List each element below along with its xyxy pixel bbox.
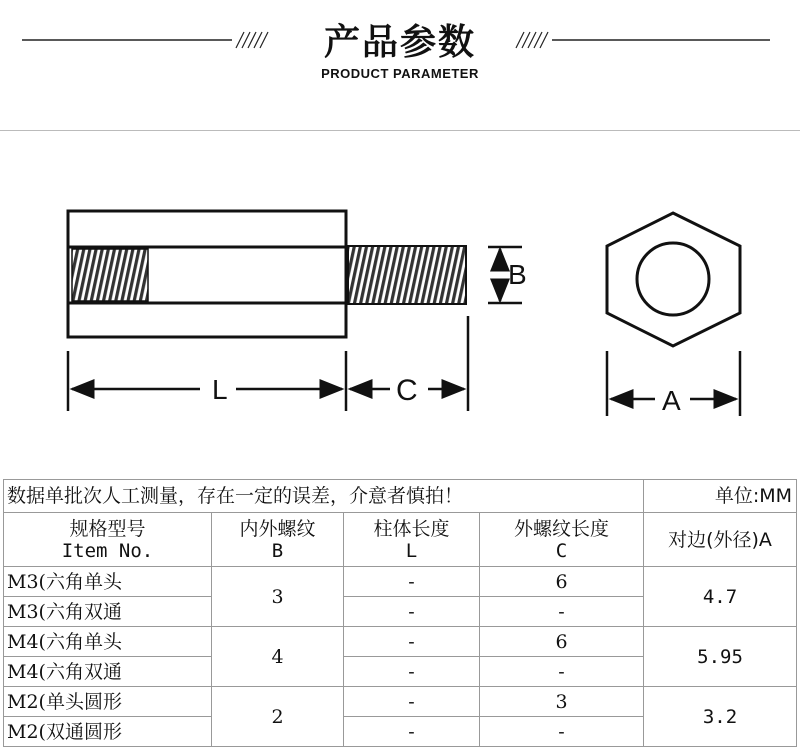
c-cell: - [480, 597, 644, 627]
c-cell: 3 [480, 687, 644, 717]
label-a: A [662, 385, 681, 416]
page-title: 产品参数 [323, 22, 476, 63]
item-cell: M3(六角单头 [4, 567, 212, 597]
label-l: L [212, 374, 228, 405]
label-c: C [396, 374, 418, 407]
a-cell: 4.7 [644, 567, 797, 627]
header [0, 0, 800, 120]
spec-table [3, 479, 797, 747]
table-row [4, 687, 797, 717]
item-cell: M2(双通圆形 [4, 717, 212, 747]
item-cell: M3(六角双通 [4, 597, 212, 627]
c-cell: 6 [480, 567, 644, 597]
c-cell: 6 [480, 627, 644, 657]
note-row [4, 480, 797, 513]
b-cell: 2 [212, 687, 344, 747]
l-cell: - [344, 597, 480, 627]
col-header-a: 对边(外径)A [644, 513, 797, 567]
col-header-c: 外螺纹长度 C [480, 513, 644, 567]
item-cell: M4(六角单头 [4, 627, 212, 657]
measurement-note: 数据单批次人工测量，存在一定的误差，介意者慎拍！ [4, 480, 644, 513]
table-row [4, 627, 797, 657]
unit-label: 单位:MM [644, 480, 797, 513]
hex-nut-end-view [607, 213, 740, 346]
header-row [4, 513, 797, 567]
col-header-l: 柱体长度 L [344, 513, 480, 567]
a-cell: 3.2 [644, 687, 797, 747]
item-cell: M4(六角双通 [4, 657, 212, 687]
l-cell: - [344, 717, 480, 747]
a-cell: 5.95 [644, 627, 797, 687]
internal-thread [72, 249, 148, 301]
l-cell: - [344, 627, 480, 657]
table-row [4, 567, 797, 597]
label-b: B [508, 259, 527, 290]
c-cell: - [480, 717, 644, 747]
l-cell: - [344, 567, 480, 597]
b-cell: 4 [212, 627, 344, 687]
col-header-item: 规格型号 Item No. [4, 513, 212, 567]
col-header-b: 内外螺纹 B [212, 513, 344, 567]
page-subtitle: PRODUCT PARAMETER [321, 66, 479, 81]
l-cell: - [344, 657, 480, 687]
item-cell: M2(单头圆形 [4, 687, 212, 717]
standoff-drawing [0, 131, 800, 476]
b-cell: 3 [212, 567, 344, 627]
l-cell: - [344, 687, 480, 717]
external-thread [348, 246, 466, 304]
c-cell: - [480, 657, 644, 687]
dimension-diagram [0, 130, 800, 476]
